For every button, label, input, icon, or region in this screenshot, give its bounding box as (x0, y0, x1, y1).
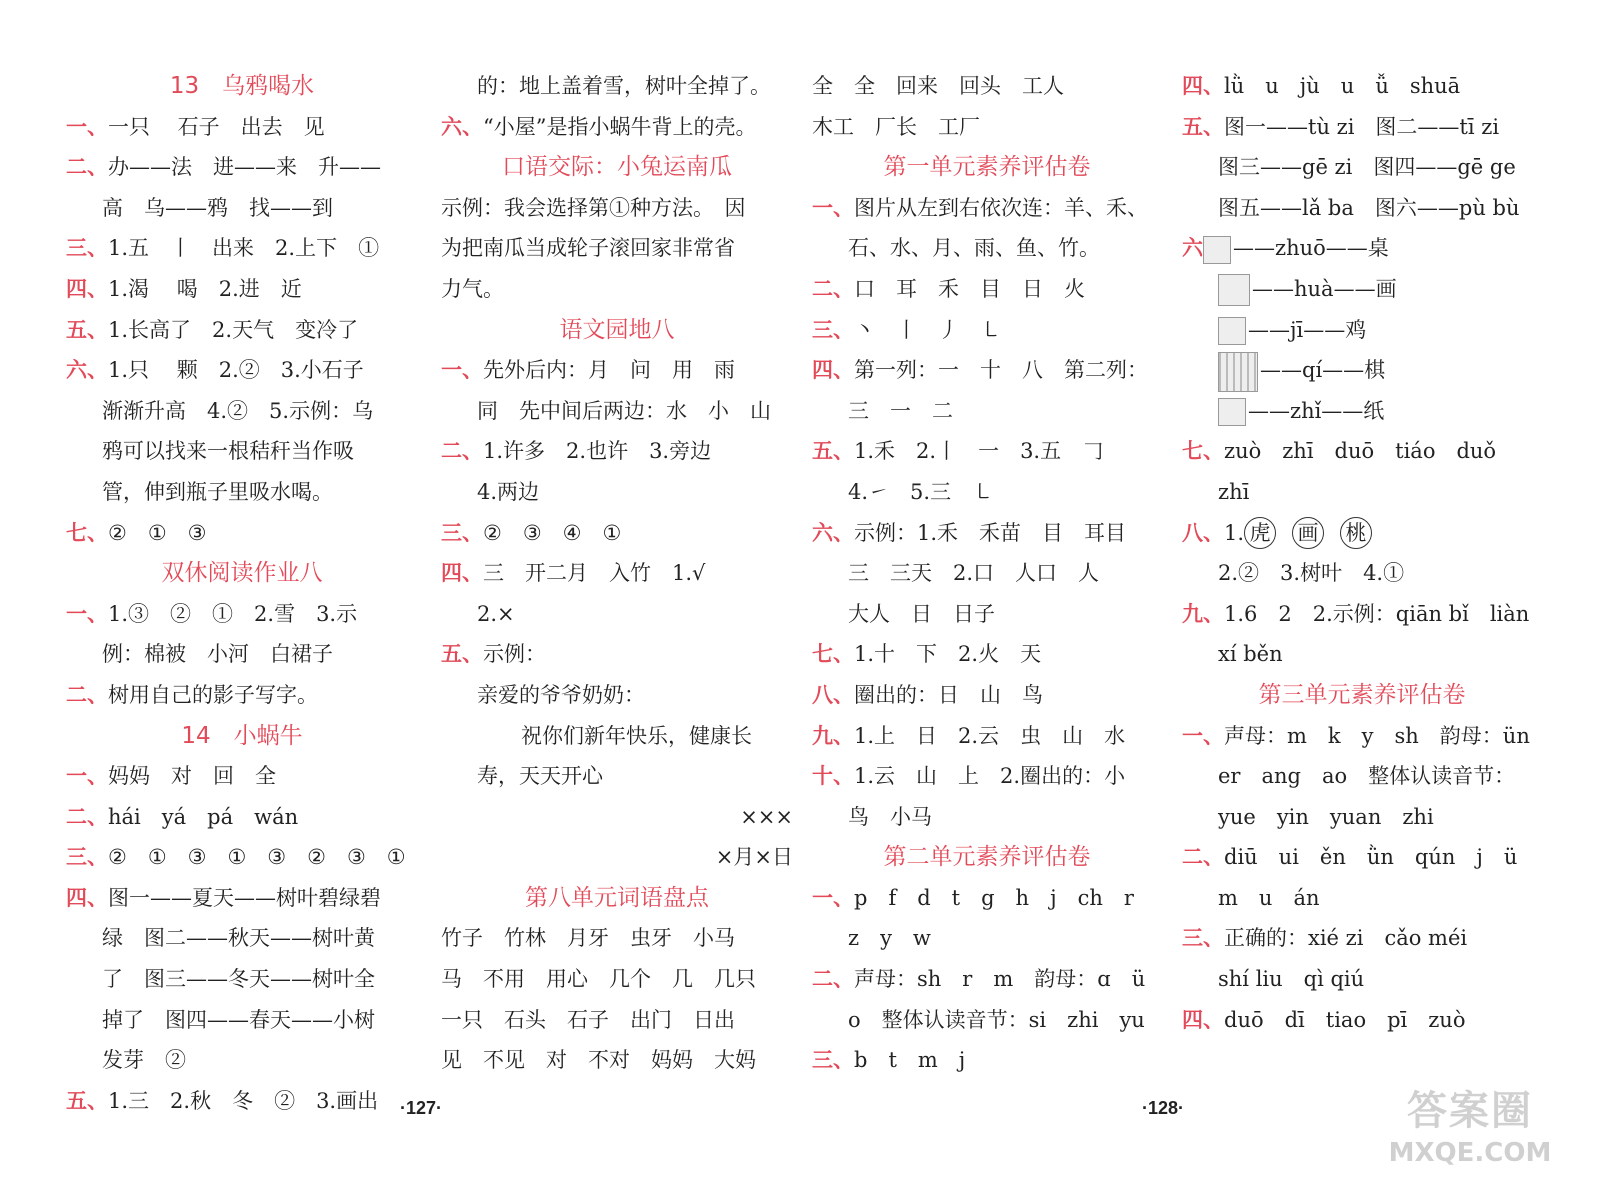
answer-text: 4.两边 (477, 479, 540, 504)
answer-line (1182, 634, 1542, 675)
illustration-icon (1218, 274, 1250, 306)
question-number: 四、 (812, 358, 854, 383)
answer-text: z y w (848, 926, 931, 951)
section-heading: 14 小蜗牛 (181, 722, 303, 749)
answer-line (441, 594, 793, 635)
answer-text: ② ③ ④ ① (483, 520, 622, 545)
answer-line (1182, 350, 1542, 391)
answer-text: 1.上 日 2.云 虫 山 水 (854, 723, 1126, 748)
question-number: 五、 (1182, 114, 1224, 139)
answer-text: 亲爱的爷爷奶奶： (477, 682, 645, 707)
question-number: 十、 (812, 764, 854, 789)
question-number: 七、 (812, 642, 854, 667)
answer-line (812, 391, 1162, 432)
answer-text: 例：棉被 小河 白裙子 (102, 642, 333, 667)
answer-line (812, 675, 1162, 716)
answer-text: 树用自己的影子写字。 (108, 682, 318, 707)
answer-line (66, 472, 418, 513)
illustration-icon (1218, 352, 1258, 392)
answer-text: 木工 厂长 工厂 (812, 114, 980, 139)
answer-text: 第一列：一 十 八 第二列： (854, 358, 1148, 383)
answer-text: shí liu qì qiú (1218, 967, 1365, 992)
answer-line (1182, 147, 1542, 188)
question-number: 四、 (441, 561, 483, 586)
answer-text: 声母：sh r m 韵母：ɑ ü (854, 967, 1146, 992)
answer-text: 鸟 小马 (848, 804, 932, 829)
answer-line (812, 269, 1162, 310)
answer-line (812, 959, 1162, 1000)
answer-line (66, 797, 418, 838)
question-number: 五、 (812, 439, 854, 464)
answer-line (66, 310, 418, 351)
answer-text: 图三——gē zi 图四——gē ge (1218, 155, 1516, 180)
answer-line (812, 513, 1162, 554)
question-number: 八、 (812, 682, 854, 707)
answer-line (1182, 66, 1542, 107)
answer-line (66, 634, 418, 675)
answer-text: o 整体认读音节：si zhi yu (848, 1007, 1145, 1032)
answer-line (1182, 269, 1542, 310)
answer-line (441, 959, 793, 1000)
answer-line (441, 391, 793, 432)
answer-text: m u án (1218, 885, 1320, 910)
answer-line (812, 756, 1162, 797)
answer-line (812, 797, 1162, 838)
answer-text: 管，伸到瓶子里吸水喝。 (102, 479, 333, 504)
question-number: 七、 (66, 520, 108, 545)
answer-line (66, 1081, 418, 1122)
answer-line (1182, 797, 1542, 838)
answer-line (812, 310, 1162, 351)
answer-text: ××× (740, 804, 793, 829)
answer-text: 2.② 3.树叶 4.① (1218, 561, 1405, 586)
answer-line (66, 107, 418, 148)
question-number: 三、 (812, 1048, 854, 1073)
answer-line (441, 756, 793, 797)
answer-text: ——huà——画 (1252, 276, 1397, 301)
answer-text: 图一——tù zi 图二——tī zi (1224, 114, 1500, 139)
answer-text: 一只 石子 出去 见 (108, 114, 325, 139)
question-number: 三、 (441, 520, 483, 545)
answer-line (1182, 228, 1542, 269)
answer-line (66, 837, 418, 878)
column-4 (1182, 66, 1542, 1040)
answer-text: 妈妈 对 回 全 (108, 764, 276, 789)
answer-text: 1.只 颗 2.② 3.小石子 (108, 358, 364, 383)
section-heading: 语文园地八 (559, 316, 675, 343)
answer-text: 见 不见 对 不对 妈妈 大妈 (441, 1048, 756, 1073)
column-1 (66, 66, 418, 1121)
question-number: 一、 (812, 195, 854, 220)
answer-text: 办——法 进——来 升—— (108, 155, 381, 180)
column-3 (812, 66, 1162, 1081)
answer-line (812, 1040, 1162, 1081)
question-number: 二、 (1182, 845, 1224, 870)
question-number: 九、 (1182, 601, 1224, 626)
answer-line (1182, 1000, 1542, 1041)
answer-line (66, 431, 418, 472)
question-number: 二、 (66, 804, 108, 829)
answer-line (66, 391, 418, 432)
answer-line (1182, 553, 1542, 594)
answer-line (441, 431, 793, 472)
answer-line (441, 837, 793, 878)
answer-line (66, 350, 418, 391)
answer-line (1182, 310, 1542, 351)
section-heading: 口语交际：小兔运南瓜 (502, 154, 732, 181)
answer-text: 发芽 ② (102, 1048, 186, 1073)
question-number: 三、 (812, 317, 854, 342)
answer-line (66, 228, 418, 269)
question-number: 一、 (66, 764, 108, 789)
answer-text: 大人 日 日子 (848, 601, 995, 626)
answer-text: 的：地上盖着雪，树叶全掉了。 (477, 74, 771, 98)
answer-line (441, 350, 793, 391)
section-heading: 第三单元素养评估卷 (1258, 681, 1466, 708)
answer-line (441, 1000, 793, 1041)
answer-text: duō dī tiao pī zuò (1224, 1007, 1466, 1032)
answer-line (441, 675, 793, 716)
answer-text: 1.十 下 2.火 天 (854, 642, 1042, 667)
answer-text: 示例：1.禾 禾苗 目 耳目 (854, 520, 1127, 545)
question-number: 六、 (812, 520, 854, 545)
answer-text: zhī (1218, 479, 1250, 504)
question-number: 一、 (1182, 723, 1224, 748)
question-number: 七、 (1182, 439, 1224, 464)
section-heading: 第一单元素养评估卷 (883, 154, 1091, 181)
answer-text: 马 不用 用心 几个 几 几只 (441, 967, 756, 992)
answer-text: xí běn (1218, 642, 1283, 667)
answer-text: 1.渴 喝 2.进 近 (108, 276, 302, 301)
question-number: 三、 (1182, 926, 1224, 951)
question-number: 二、 (66, 682, 108, 707)
answer-line (812, 716, 1162, 757)
answer-line (812, 878, 1162, 919)
section-heading: 双休阅读作业八 (161, 560, 323, 587)
answer-line (812, 66, 1162, 107)
question-number: 六、 (441, 114, 483, 139)
answer-text: b t m j (854, 1048, 966, 1073)
answer-text: 口 耳 禾 目 日 火 (854, 276, 1085, 301)
answer-text: p f d t g h j ch r (854, 885, 1134, 910)
answer-text: 1.云 山 上 2.圈出的：小 (854, 764, 1126, 789)
answer-text: ② ① ③ (108, 520, 207, 545)
watermark-title: 答案圈 (1407, 1088, 1533, 1134)
answer-line (441, 553, 793, 594)
answer-text: 1.许多 2.也许 3.旁边 (483, 439, 712, 464)
answer-line (441, 716, 793, 757)
answer-text: 三 三天 2.口 人口 人 (848, 561, 1100, 586)
answer-text: 1.③ ② ① 2.雪 3.示 (108, 601, 358, 626)
answer-line (812, 431, 1162, 472)
answer-line (441, 918, 793, 959)
answer-text: 石、水、月、雨、鱼、竹。 (848, 236, 1100, 261)
answer-text: 渐渐升高 4.② 5.示例：乌 (102, 398, 374, 423)
question-number: 六、 (66, 358, 108, 383)
answer-line (66, 1000, 418, 1041)
answer-line (1182, 837, 1542, 878)
page-number-right: ·128· (1142, 1098, 1185, 1118)
answer-line (1182, 716, 1542, 757)
illustration-icon (1203, 236, 1231, 264)
answer-text: ——zhǐ——纸 (1248, 398, 1385, 423)
answer-line (441, 66, 793, 107)
answer-line (66, 594, 418, 635)
answer-text: ——qí——棋 (1260, 358, 1386, 383)
question-number: 六 (1182, 236, 1203, 261)
question-number: 三、 (66, 236, 108, 261)
circled-character: 画 (1292, 517, 1324, 549)
answer-line (66, 513, 418, 554)
answer-line (812, 107, 1162, 148)
answer-line (66, 1040, 418, 1081)
answer-line (66, 675, 418, 716)
section-heading: 13 乌鸦喝水 (169, 73, 315, 99)
section-heading: 第二单元素养评估卷 (883, 844, 1091, 871)
question-number: 一、 (66, 601, 108, 626)
illustration-icon (1218, 317, 1246, 345)
answer-text: 图一——夏天——树叶碧绿碧 (108, 885, 381, 910)
answer-text: 圈出的：日 山 鸟 (854, 682, 1043, 707)
question-number: 四、 (1182, 74, 1224, 98)
answer-text: 示例：我会选择第①种方法。 因 (441, 195, 746, 220)
question-number: 二、 (66, 155, 108, 180)
answer-line (66, 878, 418, 919)
answer-line (66, 188, 418, 229)
answer-line (441, 1040, 793, 1081)
answer-text: ——zhuō——桌 (1233, 236, 1389, 261)
answer-text: 三 开二月 入竹 1.√ (483, 561, 706, 586)
answer-text: 力气。 (441, 276, 504, 301)
answer-line (812, 228, 1162, 269)
answer-text: 高 乌——鸦 找——到 (102, 195, 333, 220)
answer-line (812, 188, 1162, 229)
answer-text: 祝你们新年快乐，健康长 (521, 723, 752, 748)
answer-text: 寿，天天开心 (477, 764, 603, 789)
answer-line (812, 472, 1162, 513)
answer-text: 图五——lǎ ba 图六——pù bù (1218, 195, 1520, 220)
answer-text: 正确的：xié zi cǎo méi (1224, 926, 1468, 951)
answer-text: 示例： (483, 642, 546, 667)
answer-text: ——jī——鸡 (1248, 317, 1367, 342)
answer-line (812, 634, 1162, 675)
answer-line (441, 188, 793, 229)
question-number: 二、 (441, 439, 483, 464)
answer-line (1182, 513, 1542, 554)
answer-line (812, 1000, 1162, 1041)
answer-line (812, 918, 1162, 959)
question-number: 五、 (66, 1088, 108, 1113)
question-number: 九、 (812, 723, 854, 748)
answer-line (1182, 756, 1542, 797)
answer-line (1182, 107, 1542, 148)
question-number: 二、 (812, 967, 854, 992)
question-number: 二、 (812, 276, 854, 301)
answer-text: 4.㇀ 5.三 ㇄ (848, 479, 994, 504)
answer-text: 声母：m k y sh 韵母：ün (1224, 723, 1530, 748)
answer-line (1182, 188, 1542, 229)
answer-text: 1.五 丨 出来 2.上下 ① (108, 236, 380, 261)
answer-line (812, 553, 1162, 594)
answer-text: 2.× (477, 601, 515, 626)
question-number: 八、 (1182, 520, 1224, 545)
answer-text: 一只 石头 石子 出门 日出 (441, 1007, 735, 1032)
answer-text: er ang ao 整体认读音节： (1218, 764, 1516, 789)
column-2 (441, 66, 793, 1081)
answer-text: 为把南瓜当成轮子滚回家非常省 (441, 236, 735, 261)
answer-text: lǜ u jù u ǚ shuā (1224, 74, 1461, 98)
answer-line (441, 513, 793, 554)
answer-text: 1. (1224, 520, 1245, 545)
answer-line (66, 959, 418, 1000)
answer-text: 1.禾 2.丨 一 3.五 𠃌 (854, 439, 1104, 464)
answer-text: ×月×日 (715, 845, 793, 870)
answer-line (66, 147, 418, 188)
circled-character: 桃 (1340, 517, 1372, 549)
answer-text: 1.6 2 2.示例：qiān bǐ liàn (1224, 601, 1530, 626)
answer-line (441, 269, 793, 310)
section-heading: 第八单元词语盘点 (525, 884, 709, 911)
answer-text: 全 全 回来 回头 工人 (812, 74, 1064, 98)
question-number: 四、 (1182, 1007, 1224, 1032)
answer-line (1182, 878, 1542, 919)
answer-text: yue yin yuan zhi (1218, 804, 1434, 829)
answer-line (812, 350, 1162, 391)
answer-text: 同 先中间后两边：水 小 山 (477, 398, 771, 423)
watermark-logo (1380, 1086, 1560, 1186)
watermark-url: MXQE.COM (1388, 1138, 1552, 1168)
answer-text: “小屋”是指小蜗牛背上的壳。 (483, 114, 757, 139)
question-number: 五、 (66, 317, 108, 342)
question-number: 一、 (441, 358, 483, 383)
answer-text: 1.长高了 2.天气 变冷了 (108, 317, 359, 342)
answer-line (1182, 594, 1542, 635)
answer-line (1182, 918, 1542, 959)
answer-text: 三 一 二 (848, 398, 953, 423)
answer-line (441, 797, 793, 838)
answer-line (441, 472, 793, 513)
question-number: 五、 (441, 642, 483, 667)
answer-text: 竹子 竹林 月牙 虫牙 小马 (441, 926, 735, 951)
answer-text: 掉了 图四——春天——小树 (102, 1007, 375, 1032)
page-number-left: ·127· (400, 1098, 443, 1118)
answer-text: ② ① ③ ① ③ ② ③ ① (108, 845, 406, 870)
answer-line (441, 107, 793, 148)
answer-text: zuò zhī duō tiáo duǒ (1224, 439, 1497, 464)
answer-text: 了 图三——冬天——树叶全 (102, 967, 375, 992)
answer-line (66, 918, 418, 959)
illustration-icon (1218, 398, 1246, 426)
answer-line (1182, 431, 1542, 472)
answer-text: 1.三 2.秋 冬 ② 3.画出 (108, 1088, 379, 1113)
answer-text: hái yá pá wán (108, 804, 299, 829)
answer-text: 先外后内：月 问 用 雨 (483, 358, 735, 383)
answer-text: 图片从左到右依次连：羊、禾、 (854, 195, 1148, 220)
answer-text: diū ui ěn ǜn qún j ü (1224, 845, 1518, 870)
circled-character: 虎 (1244, 517, 1276, 549)
question-number: 一、 (812, 885, 854, 910)
answer-line (1182, 391, 1542, 432)
answer-line (66, 269, 418, 310)
answer-line (1182, 959, 1542, 1000)
answer-text: 绿 图二——秋天——树叶黄 (102, 926, 375, 951)
answer-line (812, 594, 1162, 635)
question-number: 一、 (66, 114, 108, 139)
answer-line (1182, 472, 1542, 513)
answer-line (441, 228, 793, 269)
question-number: 四、 (66, 276, 108, 301)
answer-text: 丶 丨 丿 ㇄ (854, 317, 1001, 342)
answer-line (66, 756, 418, 797)
answer-line (441, 634, 793, 675)
answer-text: 鸦可以找来一根秸秆当作吸 (102, 439, 354, 464)
question-number: 四、 (66, 885, 108, 910)
question-number: 三、 (66, 845, 108, 870)
